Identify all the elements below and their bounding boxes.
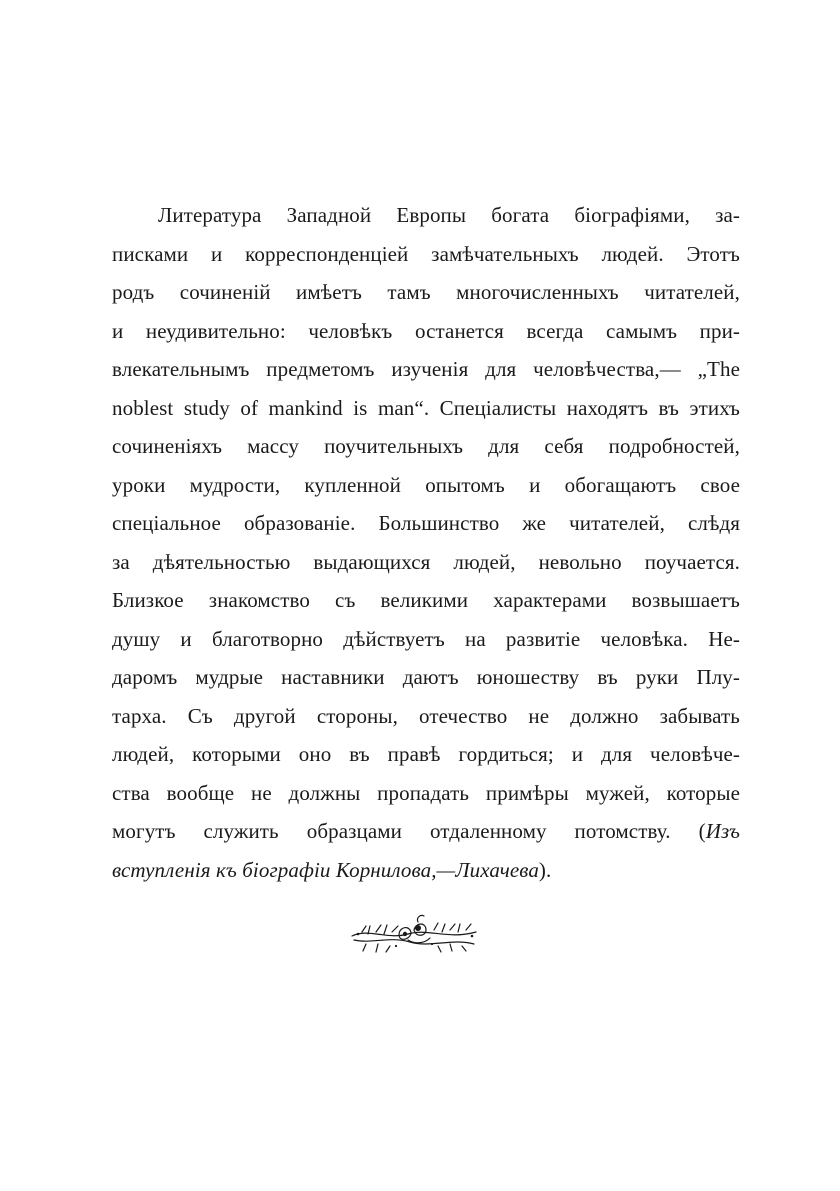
citation-lead-text: могутъ служить образцами отдаленному потомству. (: [112, 819, 706, 843]
citation-line: [112, 851, 740, 890]
floral-vignette-icon: [348, 910, 480, 956]
text-line: людей, которыми оно въ правѣ гордиться; и для человѣче-: [112, 742, 740, 766]
text-line: сочиненіяхъ массу поучительныхъ для себя подробностей,: [112, 434, 740, 458]
text-line: родъ сочиненій имѣетъ тамъ многочисленныхъ читателей,: [112, 280, 740, 304]
text-line: Литература Западной Европы богата біографіями, за-: [158, 203, 740, 227]
text-line: за дѣятельностью выдающихся людей, невольно поучается.: [112, 549, 740, 574]
text-line: спеціальное образованіе. Большинство же читателей, слѣдя: [112, 511, 740, 535]
text-line: Близкое знакомство съ великими характерами возвышаетъ: [112, 588, 740, 612]
text-line: уроки мудрости, купленной опытомъ и обогащаютъ свое: [112, 472, 740, 497]
text-line-with-citation: [112, 812, 740, 851]
citation-close: ).: [538, 857, 552, 882]
citation-italic-start: Изъ: [705, 819, 740, 843]
body-paragraph: [112, 196, 740, 889]
citation-source: вступленія къ біографіи Корнилова,—Лихачева: [112, 857, 539, 882]
text-line: и неудивительно: человѣкъ останется всегда самымъ при-: [112, 318, 740, 343]
text-line: влекательнымъ предметомъ изученія для человѣчества,— „The: [112, 357, 740, 381]
text-line: даромъ мудрые наставники даютъ юношеству въ руки Плу-: [112, 665, 740, 689]
text-line: писками и корреспонденціей замѣчательныхъ людей. Этотъ: [112, 241, 740, 266]
text-line: тарха. Съ другой стороны, отечество не должно забывать: [112, 703, 740, 728]
text-line: noblest study of mankind is man“. Спеціалисты находятъ въ этихъ: [112, 395, 740, 420]
text-line: душу и благотворно дѣйствуетъ на развитіе человѣка. Не-: [112, 626, 740, 651]
text-line: ства вообще не должны пропадать примѣры мужей, которые: [112, 780, 740, 805]
